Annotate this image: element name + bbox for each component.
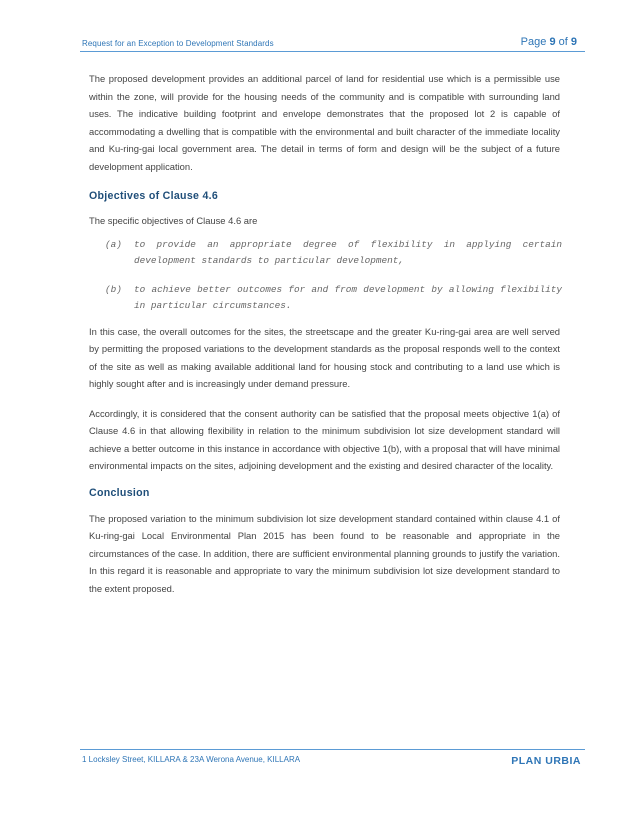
objective-a — [89, 237, 562, 269]
page-body — [89, 70, 560, 597]
header-divider — [80, 51, 585, 52]
paragraph-development-summary: The proposed development provides an additional parcel of land for residential use which is a permissible use within the zone, will provide for the housing needs of the community and is compatible with surrounding land uses. The indicative building footprint and envelope demonstrates that the proposed lot 2 is capable of accommodating a dwelling that is compatible with the environmental and built character of the immediate locality and Ku-ring-gai local government area. The detail in terms of form and design will be the subject of a future development application. — [89, 73, 560, 172]
paragraph-objectives-intro: The specific objectives of Clause 4.6 are — [89, 215, 258, 226]
objective-b-marker: (b) — [105, 283, 122, 295]
objective-a-marker: (a) — [105, 238, 122, 250]
page-of: of — [558, 36, 568, 48]
paragraph-consent-authority: Accordingly, it is considered that the consent authority can be satisfied that the proposal meets objective 1(a) of Clause 4.6 in that allowing flexibility in relation to the minimum subdivision lot size development standard will achieve a better outcome in this instance in accordance with objective 1(b), with a proposal that will have minimal environmental impacts on the sites, adjoining development and the existing and desired character of the locality. — [89, 407, 560, 471]
objective-b-text: to achieve better outcomes for and from development by allowing flexibility in particular circumstances. — [134, 283, 562, 311]
footer-brand-logo: PLAN URBIA — [511, 755, 581, 767]
footer-address: 1 Locksley Street, KILLARA & 23A Werona Avenue, KILLARA — [82, 755, 301, 764]
page-current: 9 — [549, 36, 556, 48]
objective-a-text: to provide an appropriate degree of flexibility in applying certain development standards to particular development, — [134, 238, 562, 266]
heading-conclusion: Conclusion — [89, 486, 150, 499]
page-label: Page — [520, 36, 547, 48]
objective-b — [89, 282, 562, 314]
heading-objectives: Objectives of Clause 4.6 — [89, 190, 219, 202]
page-number — [521, 36, 577, 48]
paragraph-outcomes: In this case, the overall outcomes for the sites, the streetscape and the greater Ku-ring-gai area are well served by permitting the proposed variations to the development standards as the proposal responds well to the context of the site as well as making available additional land for housing stock and contributing to a land use which is highly sought after and is increasingly under demand pressure. — [89, 325, 560, 389]
document-title: Request for an Exception to Development Standards — [82, 39, 274, 48]
footer-divider — [80, 749, 585, 750]
paragraph-conclusion: The proposed variation to the minimum subdivision lot size development standard contained within clause 4.1 of Ku-ring-gai Local Environmental Plan 2015 has been found to be reasonable and appropriate in the circumstances of the case. In addition, there are sufficient environmental planning grounds to justify the variation. In this regard it is reasonable and appropriate to vary the minimum subdivision lot size development standard to the extent proposed. — [89, 512, 560, 594]
page-total: 9 — [570, 36, 577, 48]
